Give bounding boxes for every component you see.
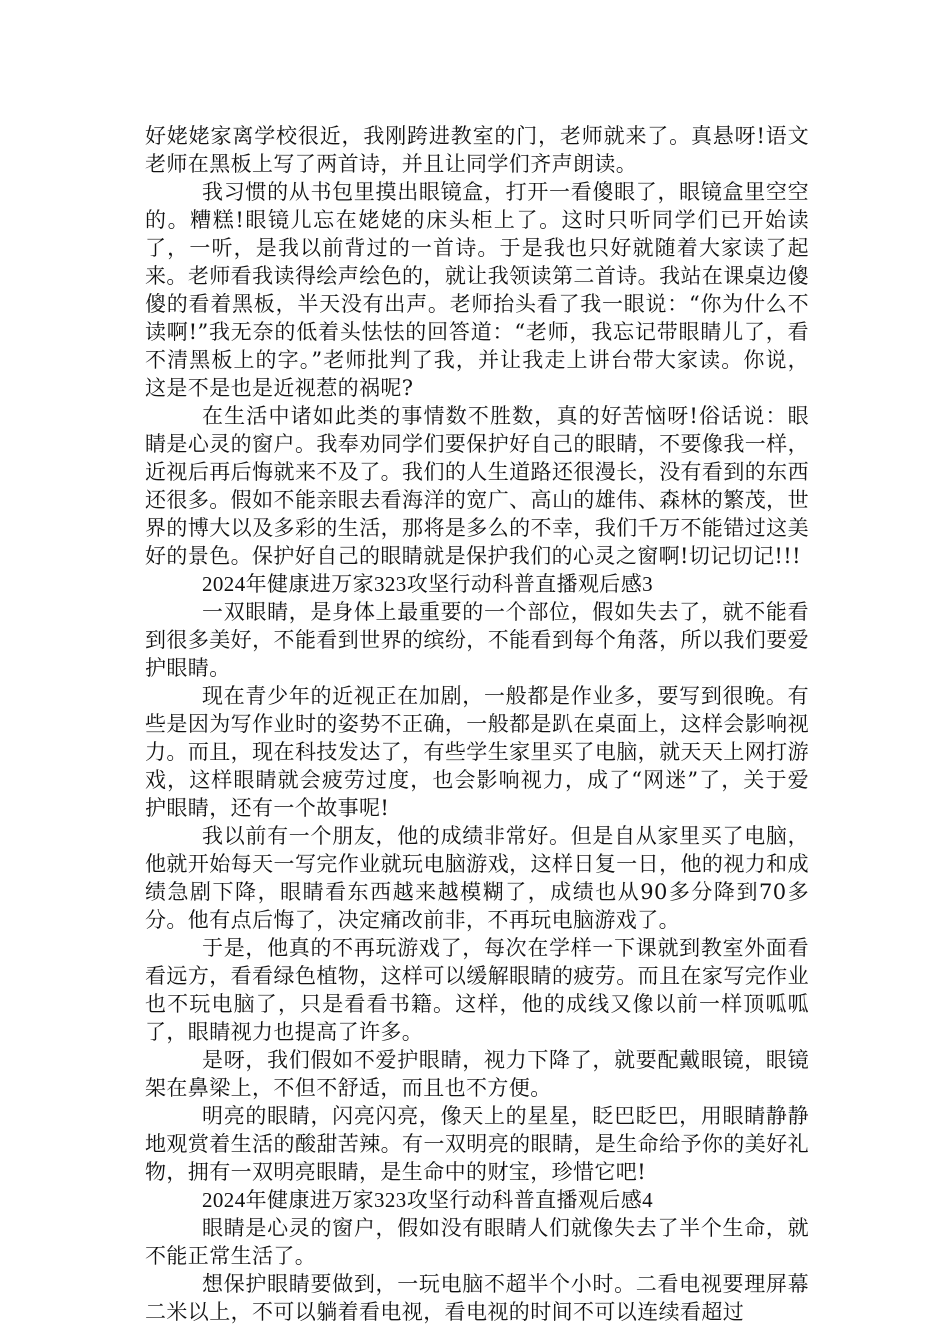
paragraph: 于是，他真的不再玩游戏了，每次在学样一下课就到教室外面看看远方，看看绿色植物，这样可以缓解眼睛的疲劳。而且在家写完作业也不玩电脑了，只是看看书籍。这样，他的成线又像以前一样顶呱呱了，眼睛视力也提高了许多。 bbox=[145, 936, 809, 1044]
paragraph-continued: 好姥姥家离学校很近，我刚跨进教室的门，老师就来了。真悬呀!语文老师在黑板上写了两首诗，并且让同学们齐声朗读。 bbox=[145, 124, 809, 176]
paragraph: 想保护眼睛要做到，一玩电脑不超半个小时。二看电视要理屏幕二米以上，不可以躺着看电视，看电视的时间不可以连续看超过 bbox=[145, 1272, 809, 1324]
paragraph: 我以前有一个朋友，他的成绩非常好。但是自从家里买了电脑，他就开始每天一写完作业就玩电脑游戏，这样日复一日，他的视力和成绩急剧下降，眼睛看东西越来越模糊了，成绩也从90多分降到70多分。他有点后悔了，决定痛改前非，不再玩电脑游戏了。 bbox=[145, 824, 809, 932]
document-body bbox=[145, 122, 809, 1326]
paragraph: 是呀，我们假如不爱护眼睛，视力下降了，就要配戴眼镜，眼镜架在鼻梁上，不但不舒适，而且也不方便。 bbox=[145, 1048, 809, 1100]
paragraph: 明亮的眼睛，闪亮闪亮，像天上的星星，眨巴眨巴，用眼睛静静地观赏着生活的酸甜苦辣。有一双明亮的眼睛，是生命给予你的美好礼物，拥有一双明亮眼睛，是生命中的财宝，珍惜它吧! bbox=[145, 1104, 809, 1184]
paragraph: 眼睛是心灵的窗户，假如没有眼睛人们就像失去了半个生命，就不能正常生活了。 bbox=[145, 1216, 809, 1268]
paragraph: 现在青少年的近视正在加剧，一般都是作业多，要写到很晚。有些是因为写作业时的姿势不正确，一般都是趴在桌面上，这样会影响视力。而且，现在科技发达了，有些学生家里买了电脑，就天天上网打游戏，这样眼睛就会疲劳过度，也会影响视力，成了“网迷”了，关于爱护眼睛，还有一个故事呢! bbox=[145, 684, 809, 820]
paragraph: 一双眼睛，是身体上最重要的一个部位，假如失去了，就不能看到很多美好，不能看到世界的缤纷，不能看到每个角落，所以我们要爱护眼睛。 bbox=[145, 600, 809, 680]
paragraph: 我习惯的从书包里摸出眼镜盒，打开一看傻眼了，眼镜盒里空空的。糟糕!眼镜儿忘在姥姥的床头柜上了。这时只听同学们已开始读了，一听，是我以前背过的一首诗。于是我也只好就随着大家读了起来。老师看我读得绘声绘色的，就让我领读第二首诗。我站在课桌边傻傻的看着黑板，半天没有出声。老师抬头看了我一眼说：“你为什么不读啊!”我无奈的低着头怯怯的回答道：“老师，我忘记带眼睛儿了，看不清黑板上的字。”老师批判了我，并让我走上讲台带大家读。你说，这是不是也是近视惹的祸呢? bbox=[145, 180, 809, 400]
paragraph: 在生活中诸如此类的事情数不胜数，真的好苦恼呀!俗话说：眼睛是心灵的窗户。我奉劝同学们要保护好自己的眼睛，不要像我一样，近视后再后悔就来不及了。我们的人生道路还很漫长，没有看到的东西还很多。假如不能亲眼去看海洋的宽广、高山的雄伟、森林的繁茂，世界的博大以及多彩的生活，那将是多么的不幸，我们千万不能错过这美好的景色。保护好自己的眼睛就是保护我们的心灵之窗啊!切记切记!!! bbox=[145, 404, 809, 568]
section-heading: 2024年健康进万家323攻坚行动科普直播观后感4 bbox=[202, 1188, 653, 1212]
section-heading: 2024年健康进万家323攻坚行动科普直播观后感3 bbox=[202, 572, 653, 596]
